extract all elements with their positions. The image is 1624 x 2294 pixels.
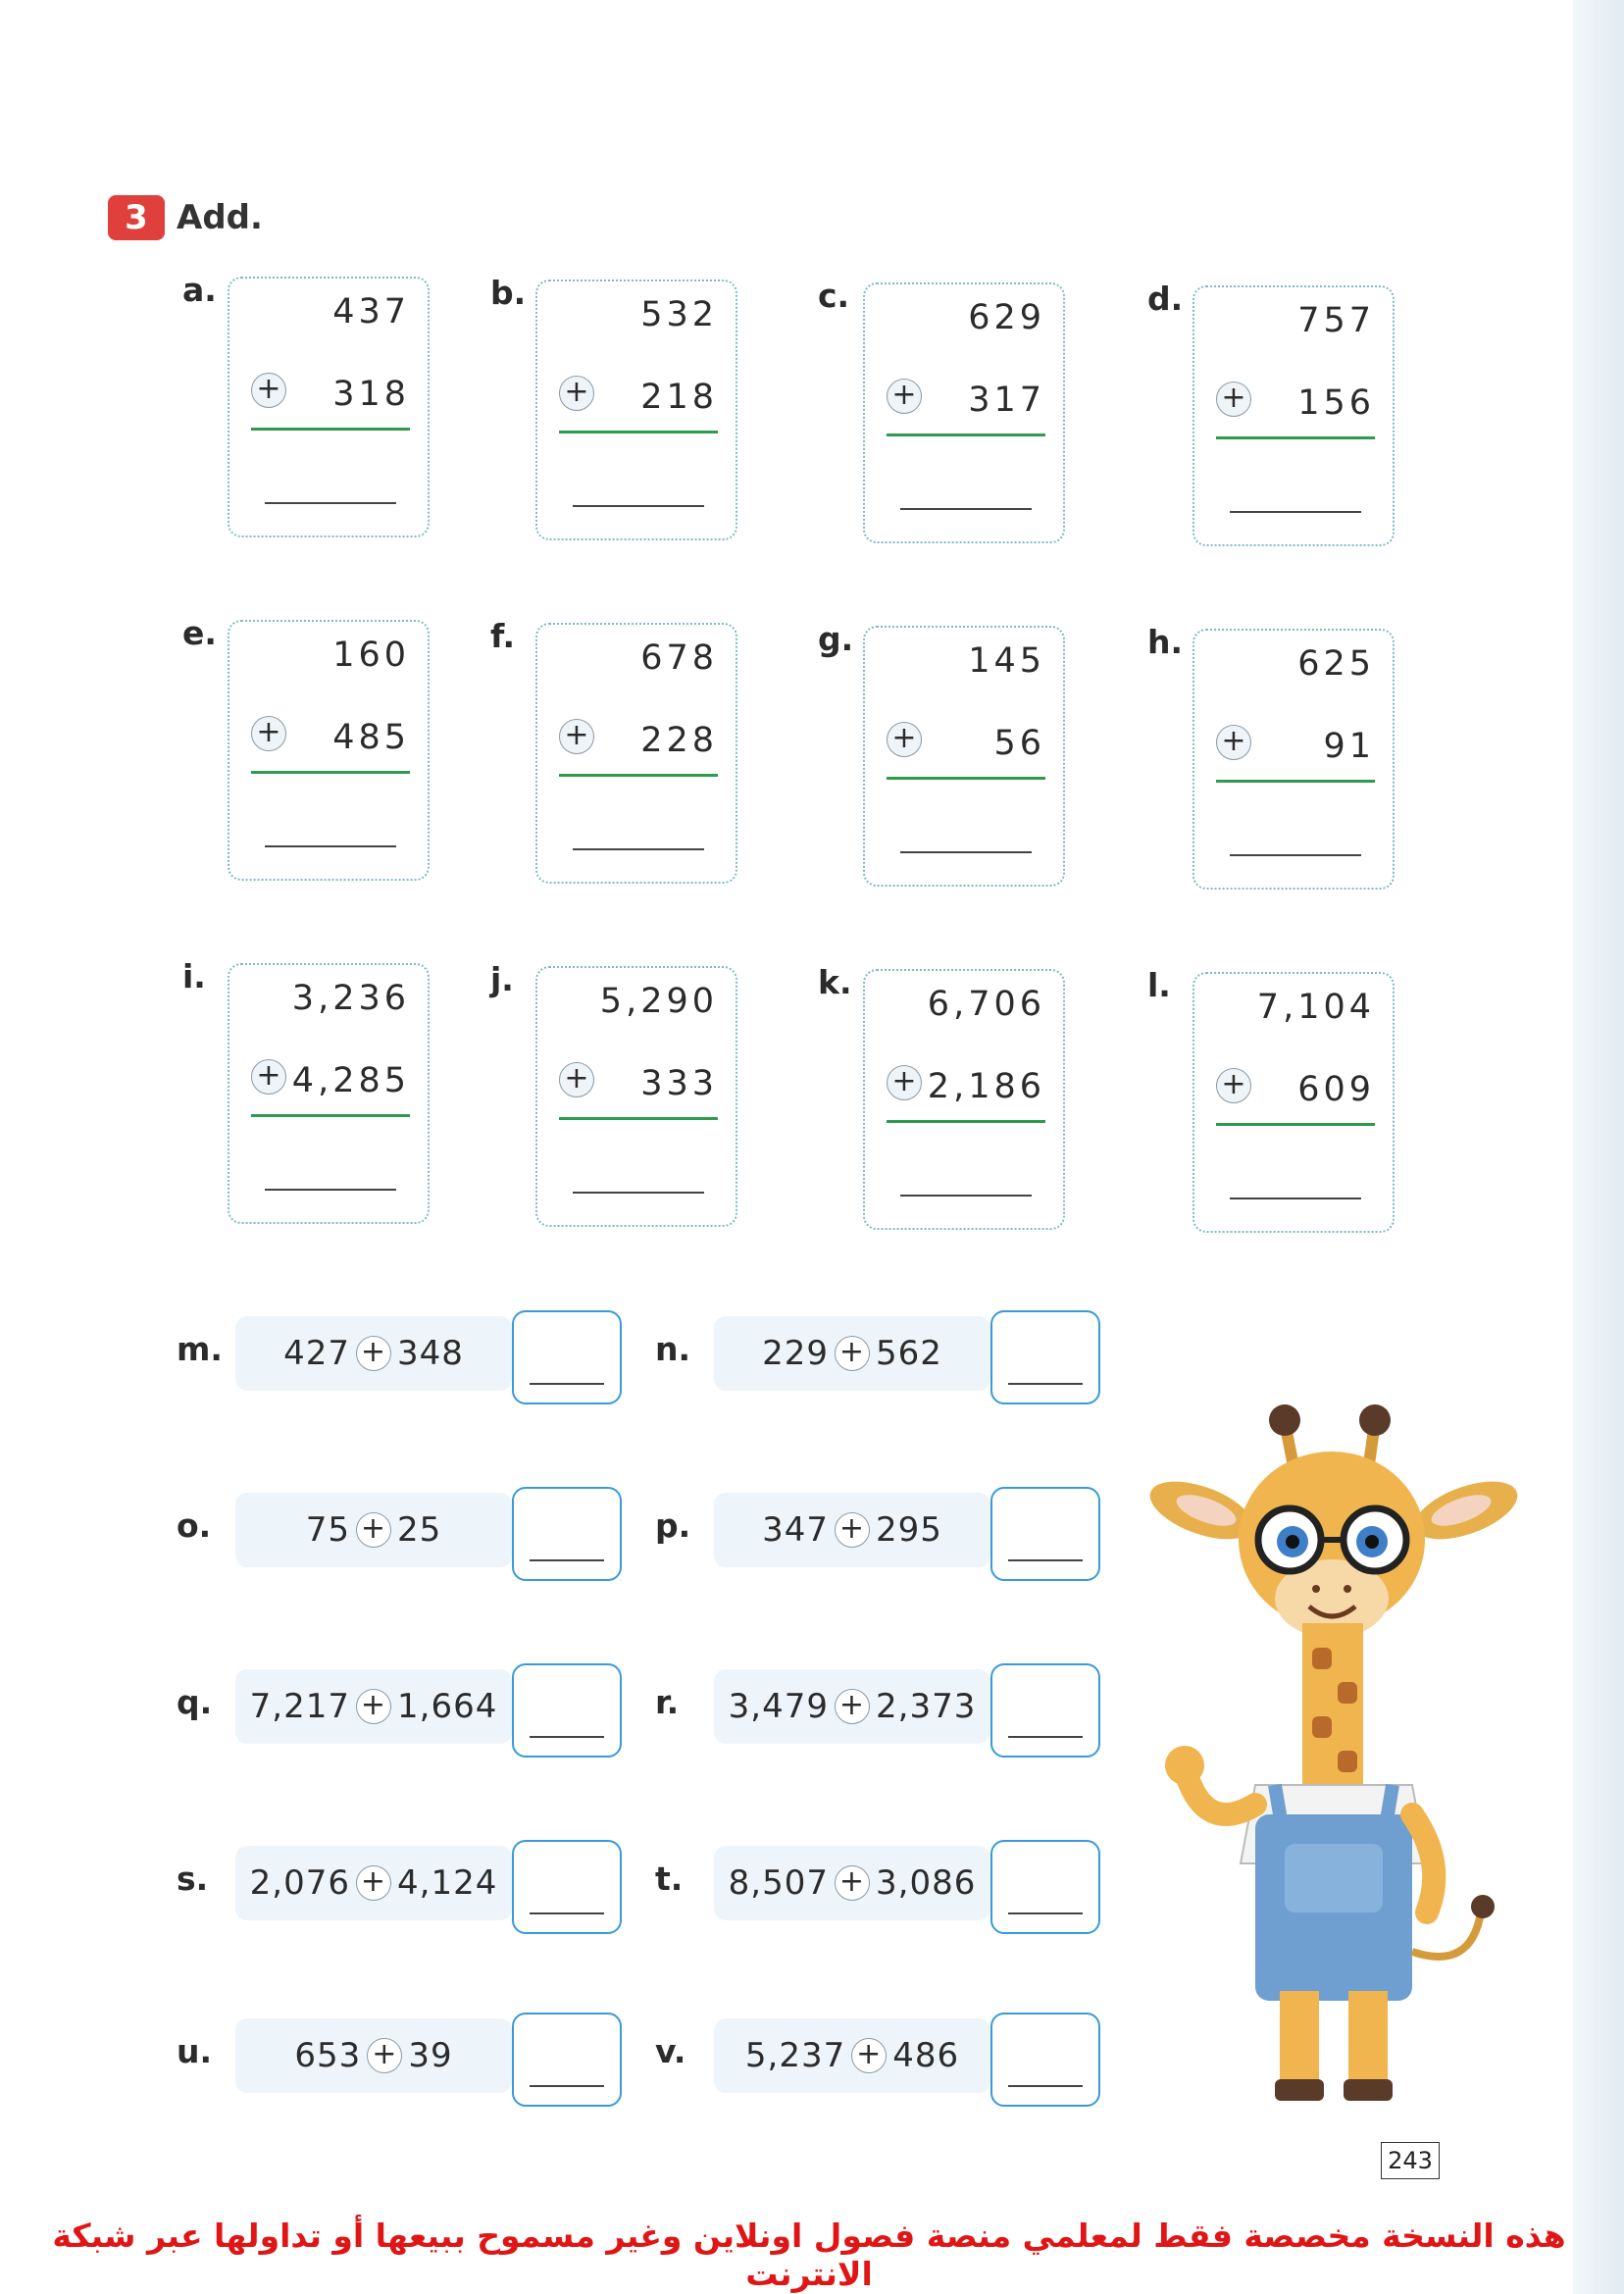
plus-icon: + xyxy=(835,1336,870,1371)
answer-line xyxy=(1008,1736,1083,1738)
answer-line xyxy=(1008,1912,1083,1914)
answer-line xyxy=(1008,1559,1083,1561)
problem-letter: c. xyxy=(818,277,850,315)
problem-letter: f. xyxy=(490,617,516,655)
answer-line xyxy=(530,1736,604,1738)
answer-box[interactable] xyxy=(512,1840,622,1934)
problem-letter: o. xyxy=(177,1506,212,1545)
first-addend: 145 xyxy=(968,641,1045,681)
plus-icon: + xyxy=(367,2038,402,2073)
second-addend: 348 xyxy=(397,1334,464,1373)
first-addend: 532 xyxy=(640,295,718,334)
first-addend: 427 xyxy=(283,1334,350,1373)
problem-letter: l. xyxy=(1147,966,1171,1004)
addition-expression xyxy=(235,1493,512,1567)
answer-box[interactable] xyxy=(512,1663,622,1758)
answer-line xyxy=(530,1559,604,1561)
first-addend: 3,236 xyxy=(291,979,410,1018)
second-addend: 2,373 xyxy=(876,1687,977,1726)
problem-letter: p. xyxy=(655,1506,691,1545)
problem-letter: t. xyxy=(655,1860,684,1898)
sum-line xyxy=(1216,436,1375,439)
problem-letter: a. xyxy=(182,271,217,309)
plus-icon: + xyxy=(1216,725,1251,760)
plus-icon: + xyxy=(559,1062,594,1097)
answer-line xyxy=(1008,2085,1083,2087)
vertical-problem xyxy=(490,274,737,540)
second-addend: 562 xyxy=(876,1334,942,1373)
page-number: 243 xyxy=(1381,2142,1440,2179)
problem-letter: u. xyxy=(177,2032,213,2070)
second-addend: 39 xyxy=(408,2036,453,2075)
first-addend: 678 xyxy=(640,638,718,678)
answer-box[interactable] xyxy=(990,1663,1100,1758)
sum-line xyxy=(251,771,410,774)
second-addend: 2,186 xyxy=(927,1067,1045,1106)
second-addend: 609 xyxy=(1297,1070,1375,1109)
first-addend: 7,104 xyxy=(1256,988,1375,1027)
second-addend: 295 xyxy=(876,1510,942,1550)
answer-line[interactable] xyxy=(1230,511,1361,513)
sum-line xyxy=(887,777,1045,780)
first-addend: 75 xyxy=(305,1510,350,1550)
vertical-problem xyxy=(1147,623,1395,890)
vertical-problem xyxy=(182,957,430,1224)
second-addend: 228 xyxy=(640,721,718,760)
problem-letter: i. xyxy=(182,957,206,995)
problem-letter: g. xyxy=(818,620,854,658)
answer-line[interactable] xyxy=(900,508,1032,510)
second-addend: 333 xyxy=(640,1064,718,1103)
problem-letter: s. xyxy=(177,1860,209,1898)
answer-line xyxy=(530,2085,604,2087)
problem-letter: n. xyxy=(655,1330,691,1368)
first-addend: 625 xyxy=(1297,644,1375,684)
problem-letter: j. xyxy=(490,960,514,998)
plus-icon: + xyxy=(887,379,922,414)
vertical-problem xyxy=(818,963,1065,1230)
giraffe-illustration xyxy=(1147,1402,1520,2109)
problem-box xyxy=(535,966,737,1227)
problem-box xyxy=(535,623,737,884)
answer-line[interactable] xyxy=(1230,854,1361,856)
sum-line xyxy=(559,774,718,777)
page-edge xyxy=(1573,0,1624,2294)
first-addend: 229 xyxy=(762,1334,829,1373)
problem-box xyxy=(1193,972,1395,1233)
second-addend: 4,124 xyxy=(397,1863,498,1903)
vertical-problem xyxy=(490,960,737,1227)
footer-notice: هذه النسخة مخصصة فقط لمعلمي منصة فصول اونلاين وغير مسموح ببيعها أو تداولها عبر شبكة الانترنت xyxy=(52,2217,1566,2293)
problem-box xyxy=(1193,629,1395,890)
problem-box xyxy=(535,280,737,540)
first-addend: 653 xyxy=(294,2036,362,2075)
second-addend: 486 xyxy=(892,2036,960,2075)
answer-line[interactable] xyxy=(265,845,396,847)
exercise-instruction: Add. xyxy=(177,198,263,237)
problem-letter: e. xyxy=(182,614,217,652)
vertical-problem xyxy=(1147,280,1395,546)
plus-icon: + xyxy=(356,1336,391,1371)
exercise-header xyxy=(108,194,263,241)
answer-line[interactable] xyxy=(265,1189,396,1191)
answer-line[interactable] xyxy=(573,848,704,850)
problem-letter: h. xyxy=(1147,623,1184,661)
addition-expression xyxy=(235,1316,512,1391)
problem-box xyxy=(228,277,430,537)
answer-box[interactable] xyxy=(990,1840,1100,1934)
answer-line xyxy=(1008,1383,1083,1385)
plus-icon: + xyxy=(559,719,594,754)
first-addend: 8,507 xyxy=(728,1863,829,1903)
problem-letter: k. xyxy=(818,963,852,1001)
problem-box xyxy=(863,626,1065,887)
second-addend: 25 xyxy=(397,1510,442,1550)
second-addend: 317 xyxy=(968,381,1045,420)
answer-line xyxy=(530,1383,604,1385)
first-addend: 347 xyxy=(762,1510,829,1550)
answer-line[interactable] xyxy=(265,502,396,504)
plus-icon: + xyxy=(835,1689,870,1724)
problem-letter: v. xyxy=(655,2032,686,2070)
first-addend: 6,706 xyxy=(927,985,1045,1024)
sum-line xyxy=(887,1120,1045,1123)
second-addend: 4,285 xyxy=(291,1061,410,1100)
sum-line xyxy=(251,1114,410,1117)
first-addend: 160 xyxy=(332,636,410,675)
first-addend: 629 xyxy=(968,298,1045,337)
sum-line xyxy=(559,431,718,433)
problem-letter: d. xyxy=(1147,280,1184,318)
vertical-problem xyxy=(1147,966,1395,1233)
plus-icon: + xyxy=(835,1512,870,1548)
problem-box xyxy=(228,620,430,881)
plus-icon: + xyxy=(356,1689,391,1724)
addition-expression xyxy=(714,1846,990,1920)
plus-icon: + xyxy=(356,1865,391,1901)
first-addend: 7,217 xyxy=(249,1687,350,1726)
sum-line xyxy=(251,428,410,431)
second-addend: 218 xyxy=(640,378,718,417)
vertical-problem xyxy=(818,277,1065,543)
problem-letter: q. xyxy=(177,1683,213,1721)
addition-expression xyxy=(235,1669,512,1744)
plus-icon: + xyxy=(887,1065,922,1100)
first-addend: 5,237 xyxy=(744,2036,846,2075)
addition-expression xyxy=(235,1846,512,1920)
plus-icon: + xyxy=(356,1512,391,1548)
second-addend: 485 xyxy=(332,718,410,757)
problem-box xyxy=(228,963,430,1224)
addition-expression xyxy=(714,2018,990,2093)
vertical-problem xyxy=(182,614,430,881)
plus-icon: + xyxy=(1216,1068,1251,1103)
addition-expression xyxy=(714,1316,990,1391)
exercise-number-badge: 3 xyxy=(108,195,165,240)
first-addend: 5,290 xyxy=(599,982,718,1021)
problem-box xyxy=(863,282,1065,543)
sum-line xyxy=(1216,1123,1375,1126)
sum-line xyxy=(559,1117,718,1120)
addition-expression xyxy=(714,1493,990,1567)
plus-icon: + xyxy=(887,722,922,757)
answer-line[interactable] xyxy=(900,851,1032,853)
sum-line xyxy=(887,433,1045,436)
second-addend: 1,664 xyxy=(397,1687,498,1726)
sum-line xyxy=(1216,780,1375,783)
plus-icon: + xyxy=(559,376,594,411)
plus-icon: + xyxy=(1216,382,1251,417)
plus-icon: + xyxy=(851,2038,887,2073)
second-addend: 156 xyxy=(1297,383,1375,423)
answer-box[interactable] xyxy=(512,1487,622,1581)
answer-line[interactable] xyxy=(573,505,704,507)
problem-letter: r. xyxy=(655,1683,680,1721)
first-addend: 2,076 xyxy=(249,1863,350,1903)
plus-icon: + xyxy=(251,373,286,408)
answer-line xyxy=(530,1912,604,1914)
plus-icon: + xyxy=(251,1059,286,1095)
first-addend: 437 xyxy=(332,292,410,331)
vertical-problem xyxy=(182,271,430,537)
answer-box[interactable] xyxy=(512,2013,622,2107)
vertical-problem xyxy=(818,620,1065,887)
problem-box xyxy=(1193,285,1395,546)
answer-line[interactable] xyxy=(573,1192,704,1194)
first-addend: 757 xyxy=(1297,301,1375,340)
problem-box xyxy=(863,969,1065,1230)
plus-icon: + xyxy=(251,716,286,751)
answer-box[interactable] xyxy=(990,1487,1100,1581)
addition-expression xyxy=(235,2018,512,2093)
second-addend: 56 xyxy=(993,724,1045,763)
vertical-problem xyxy=(490,617,737,884)
second-addend: 3,086 xyxy=(876,1863,977,1903)
second-addend: 91 xyxy=(1323,727,1375,766)
second-addend: 318 xyxy=(332,375,410,414)
answer-box[interactable] xyxy=(990,2013,1100,2107)
plus-icon: + xyxy=(835,1865,870,1901)
first-addend: 3,479 xyxy=(728,1687,829,1726)
answer-line[interactable] xyxy=(900,1195,1032,1197)
answer-box[interactable] xyxy=(990,1310,1100,1404)
answer-line[interactable] xyxy=(1230,1198,1361,1199)
answer-box[interactable] xyxy=(512,1310,622,1404)
problem-letter: b. xyxy=(490,274,527,312)
problem-letter: m. xyxy=(177,1330,223,1368)
addition-expression xyxy=(714,1669,990,1744)
